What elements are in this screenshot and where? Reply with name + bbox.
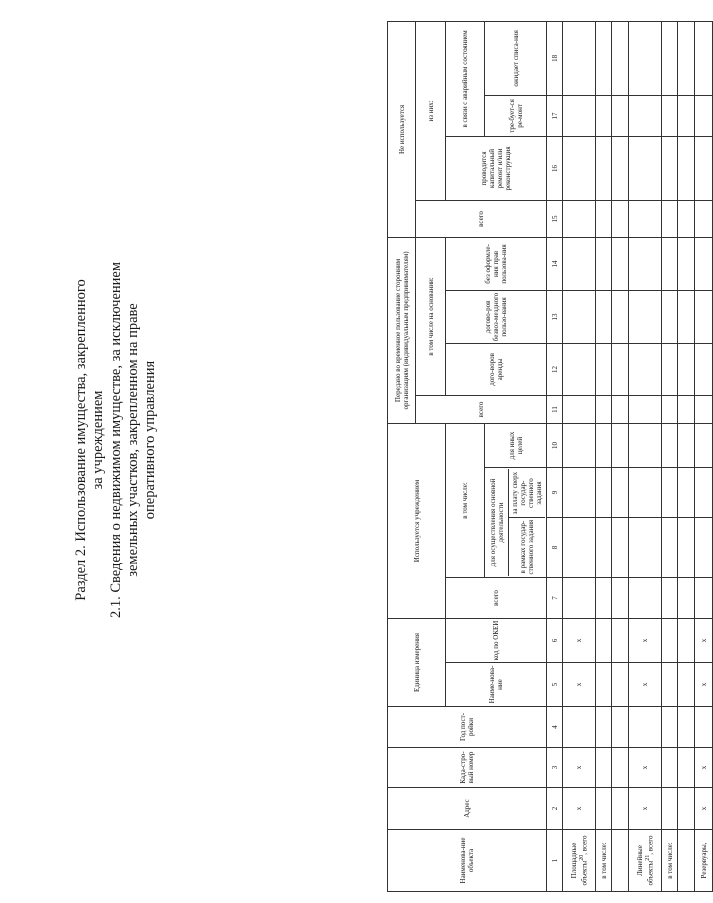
- column-number: 10: [547, 423, 563, 467]
- value-cell: [629, 423, 662, 467]
- cadastral-cell: [662, 748, 678, 788]
- value-cell: [612, 395, 629, 423]
- value-cell: [612, 200, 629, 237]
- table-row: [695, 21, 713, 891]
- value-cell: [678, 237, 695, 290]
- unit-name-cell: [596, 663, 612, 707]
- table-row: [563, 21, 596, 891]
- value-cell: [563, 423, 596, 467]
- address-cell: [662, 788, 678, 830]
- subsection-title-line-2: земельных участков, закрепленном на праве: [125, 303, 141, 577]
- header-unit-code: код по ОКЕИ: [446, 618, 547, 662]
- header-emergency: в связи с аварийным состоянием: [446, 21, 485, 136]
- cadastral-cell: [678, 748, 695, 788]
- value-cell: [678, 95, 695, 136]
- year-cell: [629, 707, 662, 748]
- value-cell: [629, 343, 662, 395]
- section-title: [73, 0, 107, 880]
- value-cell: [662, 200, 678, 237]
- object-name-suffix: , всего: [646, 835, 655, 855]
- object-name-cell: [678, 830, 695, 892]
- header-address: Адрес: [388, 788, 547, 830]
- value-cell: [695, 577, 713, 618]
- column-number: 1: [547, 830, 563, 892]
- value-cell: [678, 21, 695, 95]
- year-cell: [596, 707, 612, 748]
- value-cell: [629, 395, 662, 423]
- value-cell: [629, 237, 662, 290]
- column-number: 8: [547, 517, 563, 577]
- value-cell: [678, 200, 695, 237]
- value-cell: [612, 136, 629, 200]
- column-number: 5: [547, 663, 563, 707]
- header-including: в том числе:: [446, 423, 485, 577]
- cadastral-cell: x: [563, 748, 596, 788]
- column-number: 3: [547, 748, 563, 788]
- object-name: в том числе:: [599, 842, 608, 879]
- value-cell: [563, 136, 596, 200]
- value-cell: [662, 467, 678, 517]
- value-cell: [678, 343, 695, 395]
- value-cell: [563, 95, 596, 136]
- value-cell: [596, 95, 612, 136]
- column-number: 9: [547, 467, 563, 517]
- unit-code-cell: x: [563, 618, 596, 662]
- value-cell: [596, 237, 612, 290]
- value-cell: [695, 136, 713, 200]
- year-cell: [678, 707, 695, 748]
- unit-code-cell: [612, 618, 629, 662]
- header-including-basis: в том числе на основании:: [416, 237, 446, 395]
- value-cell: [695, 517, 713, 577]
- unit-code-cell: x: [695, 618, 713, 662]
- unit-name-cell: [612, 663, 629, 707]
- value-cell: [596, 200, 612, 237]
- year-cell: [662, 707, 678, 748]
- address-cell: x: [629, 788, 662, 830]
- column-number: 6: [547, 618, 563, 662]
- cadastral-cell: [596, 748, 612, 788]
- value-cell: [612, 290, 629, 343]
- value-cell: [629, 95, 662, 136]
- column-number: 11: [547, 395, 563, 423]
- value-cell: [629, 200, 662, 237]
- object-name: Площадные объекты: [569, 842, 589, 886]
- value-cell: [612, 467, 629, 517]
- header-no-registration: без оформле-ния прав пользова-ния: [446, 237, 547, 290]
- header-paid-above: за плату сверх государ-ственного задания: [511, 471, 543, 515]
- value-cell: [612, 95, 629, 136]
- property-table: [387, 22, 708, 892]
- cadastral-cell: [612, 748, 629, 788]
- value-cell: [662, 95, 678, 136]
- header-cadastral: Када-стро-вый номер: [388, 748, 547, 788]
- object-name: Линейные объекты: [635, 845, 655, 886]
- value-cell: [596, 290, 612, 343]
- address-cell: [678, 788, 695, 830]
- address-cell: [612, 788, 629, 830]
- year-cell: [563, 707, 596, 748]
- column-number: 15: [547, 200, 563, 237]
- value-cell: [695, 200, 713, 237]
- table-row: [596, 21, 612, 891]
- header-transferred-total: всего: [416, 395, 547, 423]
- value-cell: [662, 577, 678, 618]
- column-number: 2: [547, 788, 563, 830]
- header-year: Год пост-ройки: [388, 707, 547, 748]
- table-row: [629, 21, 662, 891]
- section-title-line-1: Раздел 2. Использование имущества, закрепленного: [73, 279, 89, 601]
- column-number: 17: [547, 95, 563, 136]
- unit-code-cell: x: [629, 618, 662, 662]
- value-cell: [662, 136, 678, 200]
- value-cell: [695, 343, 713, 395]
- header-transferred: Передано во временное пользование сторонним организациям (индивидуальным предпринимателям): [388, 237, 416, 423]
- value-cell: [596, 423, 612, 467]
- value-cell: [563, 200, 596, 237]
- object-name: Резервуары,: [699, 842, 708, 879]
- value-cell: [662, 237, 678, 290]
- value-cell: [678, 517, 695, 577]
- object-name: в том числе:: [665, 842, 674, 879]
- value-cell: [596, 395, 612, 423]
- value-cell: [678, 395, 695, 423]
- value-cell: [695, 423, 713, 467]
- column-number: 4: [547, 707, 563, 748]
- value-cell: [662, 343, 678, 395]
- value-cell: [662, 21, 678, 95]
- column-number: 12: [547, 343, 563, 395]
- object-name-cell: [563, 830, 596, 892]
- header-not-used-total: всего: [416, 200, 547, 237]
- address-cell: x: [563, 788, 596, 830]
- value-cell: [678, 577, 695, 618]
- value-cell: [612, 423, 629, 467]
- value-cell: [695, 21, 713, 95]
- value-cell: [596, 343, 612, 395]
- object-name-cell: [612, 830, 629, 892]
- header-unit-name: Наиме-нова-ние: [446, 663, 547, 707]
- value-cell: [563, 577, 596, 618]
- table-row: [662, 21, 678, 891]
- value-cell: [563, 395, 596, 423]
- unit-code-cell: [596, 618, 612, 662]
- subsection-title-line-1: 2.1. Сведения о недвижимом имуществе, за исключением: [108, 261, 124, 619]
- value-cell: [563, 290, 596, 343]
- header-free-use: догово-ров безвоз-мездного пользо-вания: [446, 290, 547, 343]
- value-cell: [629, 290, 662, 343]
- value-cell: [612, 237, 629, 290]
- value-cell: [596, 136, 612, 200]
- header-awaiting: ожидает списа-ния: [485, 21, 547, 95]
- header-main-activity: [485, 467, 547, 577]
- value-cell: [629, 577, 662, 618]
- value-cell: [563, 237, 596, 290]
- object-name-cell: [662, 830, 678, 892]
- value-cell: [629, 21, 662, 95]
- unit-name-cell: x: [695, 663, 713, 707]
- table-row: [612, 21, 629, 891]
- value-cell: [629, 517, 662, 577]
- value-cell: [629, 467, 662, 517]
- value-cell: [596, 21, 612, 95]
- value-cell: [678, 467, 695, 517]
- footnote-mark: 21: [644, 854, 651, 861]
- value-cell: [596, 577, 612, 618]
- value-cell: [695, 467, 713, 517]
- value-cell: [662, 423, 678, 467]
- value-cell: [695, 395, 713, 423]
- value-cell: [629, 136, 662, 200]
- value-cell: [612, 21, 629, 95]
- value-cell: [612, 343, 629, 395]
- header-unit: Единица измерения: [388, 618, 446, 706]
- value-cell: [596, 467, 612, 517]
- footnote-mark: 20: [578, 854, 585, 861]
- header-other-purposes: для иных целей: [485, 423, 547, 467]
- value-cell: [612, 577, 629, 618]
- section-title-line-2: за учреждением: [90, 390, 106, 490]
- column-number: 16: [547, 136, 563, 200]
- object-name-cell: [596, 830, 612, 892]
- value-cell: [596, 517, 612, 577]
- header-of-them: из них:: [416, 21, 446, 200]
- header-requires-repair: тре-бует-ся ре-монт: [485, 95, 547, 136]
- subsection-title: [108, 0, 159, 880]
- unit-name-cell: x: [563, 663, 596, 707]
- subsection-title-line-3: оперативного управления: [142, 360, 158, 520]
- cadastral-cell: x: [695, 748, 713, 788]
- value-cell: [662, 517, 678, 577]
- value-cell: [695, 95, 713, 136]
- value-cell: [678, 290, 695, 343]
- value-cell: [563, 467, 596, 517]
- header-repair: проводится капитальный ремонт и/или реконструкция: [446, 136, 547, 200]
- value-cell: [662, 290, 678, 343]
- header-in-state-task: в рамках государ-ственного задания: [509, 517, 545, 576]
- column-number: 13: [547, 290, 563, 343]
- object-name-cell: [629, 830, 662, 892]
- column-number: 18: [547, 21, 563, 95]
- unit-code-cell: [662, 618, 678, 662]
- year-cell: [695, 707, 713, 748]
- unit-code-cell: [678, 618, 695, 662]
- value-cell: [695, 237, 713, 290]
- cadastral-cell: x: [629, 748, 662, 788]
- header-not-used: Не используется: [388, 21, 416, 237]
- value-cell: [563, 21, 596, 95]
- column-number: 7: [547, 577, 563, 618]
- header-name: Наименова-ние объекта: [388, 830, 547, 892]
- header-used: Используется учреждением: [388, 423, 446, 618]
- value-cell: [695, 290, 713, 343]
- value-cell: [662, 395, 678, 423]
- address-cell: x: [695, 788, 713, 830]
- column-number: 14: [547, 237, 563, 290]
- object-name-suffix: , всего: [580, 835, 589, 855]
- value-cell: [563, 343, 596, 395]
- unit-name-cell: [678, 663, 695, 707]
- header-main-activity-label: для осуществления основной деятельности: [486, 469, 509, 576]
- header-lease: дого-воров аренды: [446, 343, 547, 395]
- header-used-total: всего: [446, 577, 547, 618]
- object-name-cell: [695, 830, 713, 892]
- address-cell: [596, 788, 612, 830]
- table-row: [678, 21, 695, 891]
- value-cell: [678, 136, 695, 200]
- unit-name-cell: [662, 663, 678, 707]
- unit-name-cell: x: [629, 663, 662, 707]
- value-cell: [678, 423, 695, 467]
- value-cell: [563, 517, 596, 577]
- value-cell: [612, 517, 629, 577]
- year-cell: [612, 707, 629, 748]
